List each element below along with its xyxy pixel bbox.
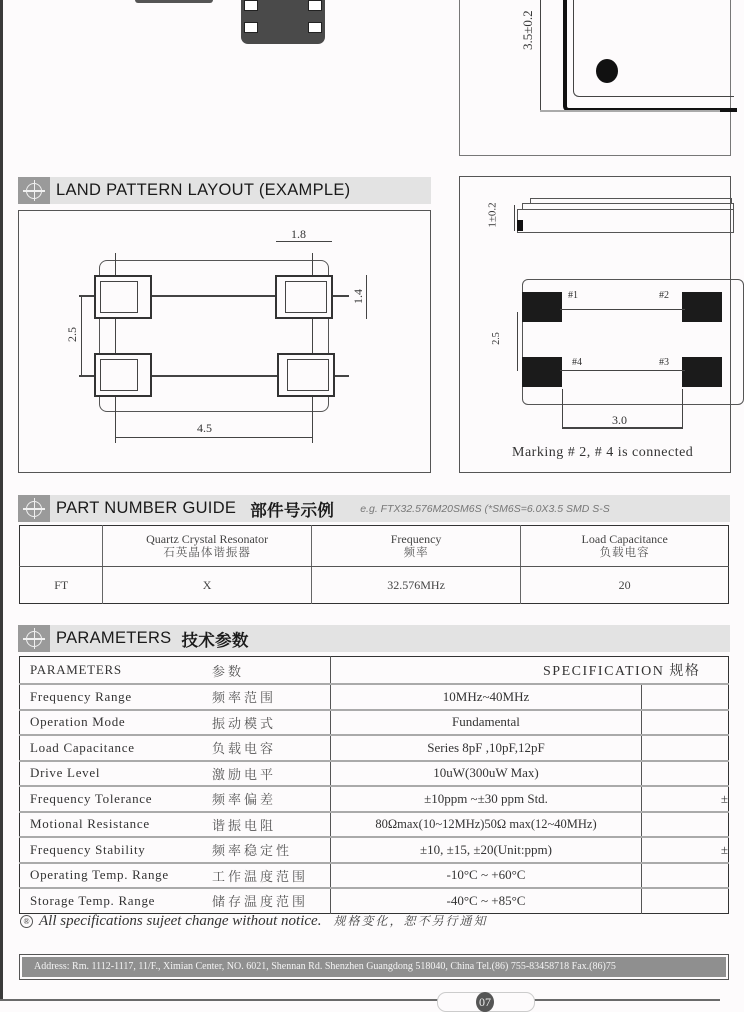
page-bottom-border <box>0 999 720 1001</box>
dimension-arrow <box>81 295 82 377</box>
param-spec: 10MHz~40MHz <box>331 684 642 710</box>
land-pad <box>275 275 333 319</box>
pin-label-2: #2 <box>659 290 669 301</box>
address-text: Address: Rm. 1112-1117, 11/F., Ximian Center, NO. 6021, Shennan Rd. Shenzhen Guangdong 518040, China Tel.(86) 755-83458718 Fax.(86)75 <box>22 957 726 977</box>
table-row <box>20 863 729 889</box>
dimension-arrow <box>517 312 518 371</box>
table-cell: 20 <box>618 577 631 592</box>
table-row <box>20 710 729 736</box>
package-base <box>517 209 734 233</box>
land-pad <box>277 353 335 397</box>
section-header-part-number <box>18 495 730 522</box>
dim-pad-height: 1.4 <box>351 289 365 304</box>
column-label-en: Quartz Crystal Resonator <box>146 532 269 546</box>
param-name-zh: 激励电平 <box>212 761 331 787</box>
table-row <box>20 888 729 913</box>
param-spec-alt <box>642 888 729 913</box>
column-label-zh: 频率 <box>403 547 429 559</box>
table-row <box>20 684 729 710</box>
param-spec: 80Ωmax(10~12MHz)50Ω max(12~40MHz) <box>331 812 642 838</box>
table-cell: 32.576MHz <box>311 567 521 604</box>
terminal-pin-1 <box>522 292 562 322</box>
connection-line <box>560 370 685 371</box>
param-name-zh: 谐振电阻 <box>212 812 331 838</box>
dim-pitch-vertical: 2.5 <box>490 332 502 345</box>
marking-note: Marking # 2, # 4 is connected <box>512 445 694 460</box>
terminal-pin-4 <box>522 357 562 387</box>
table-row <box>20 567 729 604</box>
dim-height: 1±0.2 <box>486 202 499 228</box>
table-cell: X <box>103 567 311 604</box>
column-label-en: Frequency <box>390 532 442 546</box>
table-header-row <box>20 526 729 567</box>
param-spec-alt <box>642 684 729 710</box>
package-base-line <box>540 110 720 112</box>
param-spec: -10°C ~ +60°C <box>331 863 642 889</box>
parameters-table <box>19 656 729 914</box>
table-row <box>20 812 729 838</box>
table-header-row <box>20 657 729 685</box>
registered-mark-icon: ® <box>20 915 33 928</box>
table-header-cell <box>103 526 311 567</box>
section-title-zh: 部件号示例 <box>250 501 335 520</box>
section-title: PART NUMBER GUIDE <box>56 499 237 517</box>
header-parameters-en: PARAMETERS <box>20 657 213 685</box>
param-spec: ±10ppm ~±30 ppm Std. <box>331 786 642 812</box>
crosshair-icon <box>18 495 50 522</box>
top-side-dimension: 3.5±0.2 <box>520 10 535 50</box>
package-bottom-view <box>241 0 325 44</box>
param-spec: 10uW(300uW Max) <box>331 761 642 787</box>
chip-pad <box>244 22 258 33</box>
param-spec-alt: ± <box>642 837 729 863</box>
param-name-zh: 频率范围 <box>212 684 331 710</box>
disclaimer-text-zh: 规格变化，恕不另行通知 <box>333 914 488 928</box>
table-header-cell <box>20 526 103 567</box>
param-name: Drive Level <box>20 761 213 787</box>
table-header-cell <box>311 526 521 567</box>
table-row <box>20 735 729 761</box>
pin1-marker-dot <box>596 59 618 83</box>
crosshair-icon <box>18 625 50 652</box>
param-name: Frequency Stability <box>20 837 213 863</box>
pin-label-4: #4 <box>572 357 582 368</box>
page-left-border <box>0 0 3 1000</box>
crosshair-icon <box>18 177 50 204</box>
dim-pitch-vertical: 2.5 <box>65 327 79 342</box>
connection-line <box>560 309 685 310</box>
param-name: Frequency Range <box>20 684 213 710</box>
table-cell: FT <box>20 567 103 604</box>
land-pattern-drawing <box>18 210 431 473</box>
param-spec-alt <box>642 761 729 787</box>
param-spec-alt: ± <box>642 786 729 812</box>
section-title: LAND PATTERN LAYOUT (EXAMPLE) <box>56 181 351 199</box>
param-name: Storage Temp. Range <box>30 892 156 908</box>
table-row <box>20 786 729 812</box>
param-name-zh: 工作温度范围 <box>212 863 331 889</box>
param-name: Operating Temp. Range <box>20 863 213 889</box>
column-label-zh: 石英晶体谐振器 <box>163 547 251 559</box>
part-number-table <box>19 525 729 604</box>
pin-label-1: #1 <box>568 290 578 301</box>
table-row <box>20 837 729 863</box>
package-dimension-drawing <box>459 176 731 473</box>
header-parameters-zh: 参数 <box>212 657 331 685</box>
section-header-parameters <box>18 625 730 652</box>
param-name: Operation Mode <box>20 710 213 736</box>
terminal <box>517 220 523 231</box>
param-spec: Fundamental <box>331 710 642 736</box>
param-spec: -40°C ~ +85°C <box>331 888 642 913</box>
dimension-line <box>540 0 541 110</box>
param-name-zh: 储存温度范围 <box>212 888 331 913</box>
column-label-zh: 负载电容 <box>599 547 650 559</box>
package-side-view-partial <box>135 0 213 3</box>
section-title-zh: 技术参数 <box>181 631 249 650</box>
param-spec-alt <box>642 812 729 838</box>
address-bar <box>19 954 729 980</box>
section-title: PARAMETERS <box>56 629 172 647</box>
dimension-line <box>562 389 563 429</box>
chip-pad <box>308 22 322 33</box>
param-spec-alt <box>642 735 729 761</box>
header-specification: SPECIFICATION 规格 <box>331 657 729 685</box>
chip-pad <box>244 0 258 11</box>
param-name: Load Capacitance <box>20 735 213 761</box>
param-name-zh: 负载电容 <box>212 735 331 761</box>
param-spec-alt <box>642 863 729 889</box>
param-spec: Series 8pF ,10pF,12pF <box>331 735 642 761</box>
param-name: Frequency Tolerance <box>20 786 213 812</box>
land-pad <box>94 275 152 319</box>
dimension-line <box>682 389 683 429</box>
dimension-arrow <box>115 437 313 438</box>
table-header-cell <box>521 526 729 567</box>
param-spec-alt <box>642 710 729 736</box>
dimension-arrow <box>366 275 367 319</box>
disclaimer-text: All specifications sujeet change without notice. <box>39 913 322 929</box>
page-number: 07 <box>476 992 494 1012</box>
terminal-pin-3 <box>682 357 722 387</box>
part-number-example: e.g. FTX32.576M20SM6S (*SM6S=6.0X3.5 SMD S-S <box>360 502 610 515</box>
param-spec: ±10, ±15, ±20(Unit:ppm) <box>331 837 642 863</box>
column-label-en: Load Capacitance <box>581 532 668 546</box>
dimension-arrow <box>514 205 515 231</box>
param-name: Motional Resistance <box>20 812 213 838</box>
chip-pad <box>308 0 322 11</box>
param-name-zh: 频率稳定性 <box>212 837 331 863</box>
pin-label-3: #3 <box>659 357 669 368</box>
disclaimer-note <box>20 912 487 930</box>
land-pad <box>94 353 152 397</box>
dim-pad-width: 1.8 <box>291 227 306 241</box>
dim-pitch-horizontal: 4.5 <box>197 421 212 435</box>
param-name-zh: 频率偏差 <box>212 786 331 812</box>
dim-pitch-horizontal: 3.0 <box>612 413 627 427</box>
terminal-pin-2 <box>682 292 722 322</box>
param-name-zh: 振动模式 <box>212 710 331 736</box>
package-inner-outline <box>573 0 734 97</box>
section-header-land-pattern <box>18 177 431 204</box>
table-row <box>20 761 729 787</box>
